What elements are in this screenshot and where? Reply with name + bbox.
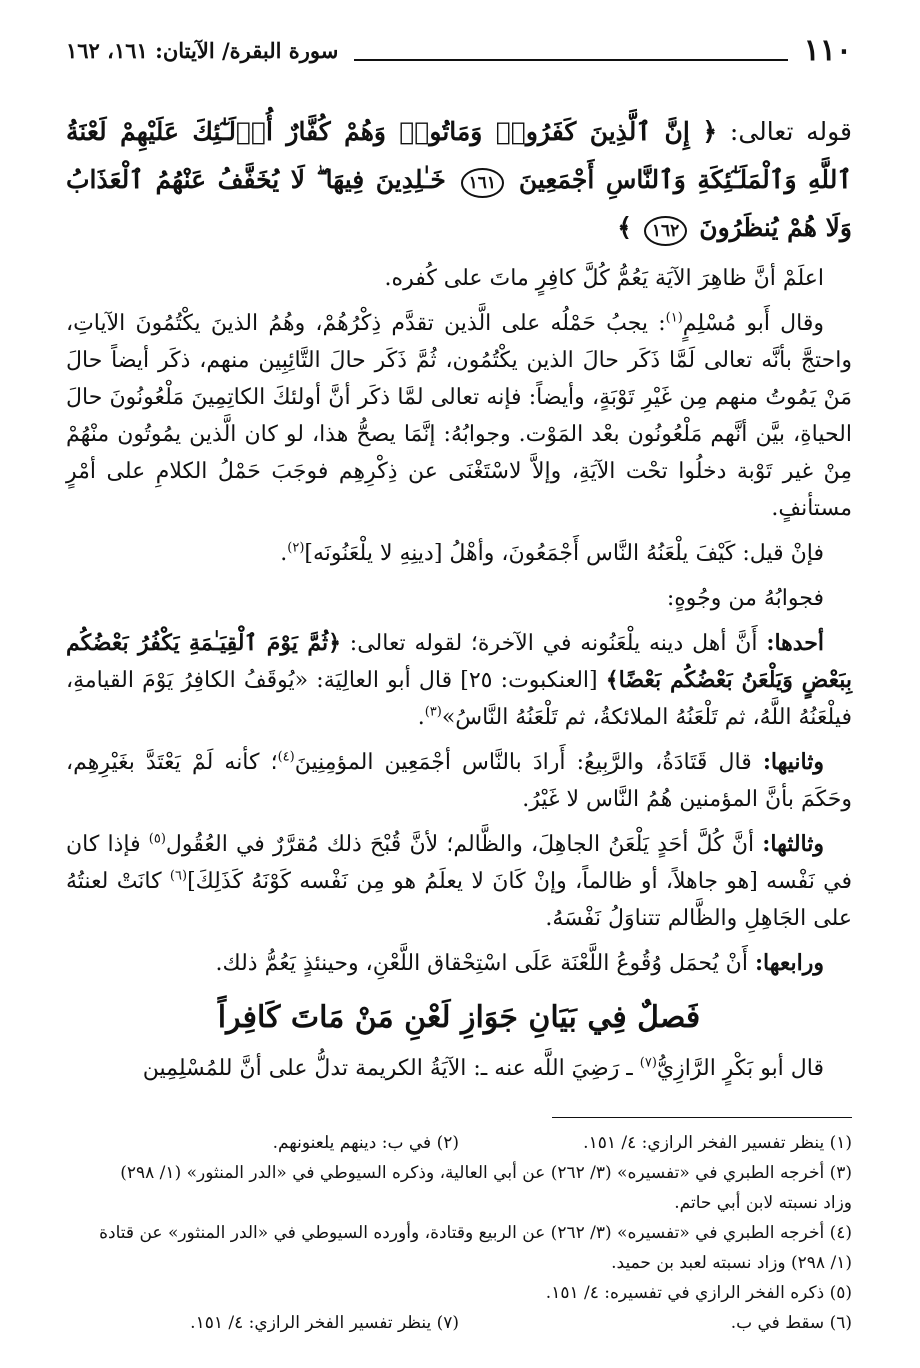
ayah-number-161: ١٦١: [461, 168, 504, 198]
paragraph-5-text-b: [العنكبوت: ٢٥] قال أبو العالِيَة: «يُوقَفُ الكافِرُ يَوْمَ القيامةِ، فيلْعَنُهُ اللَّهُ، ثم تَلْعَنُهُ الملائكةُ، ثم تَلْعَنُهُ النَّاسُ»: [66, 668, 852, 730]
section-heading: فَصلٌ فِي بَيَانِ جَوَازِ لَعْنِ مَنْ مَاتَ كَافِراً: [217, 1000, 701, 1035]
page-number: ١١٠: [803, 32, 852, 68]
paragraph-6: [66, 744, 852, 818]
paragraph-5-text-a: أَنَّ أهل دينه يلْعَنُونه في الآخرة؛ لقوله تعالى:: [341, 631, 767, 656]
paragraph-3-text-b: .: [280, 541, 288, 566]
footnotes: [66, 1128, 852, 1338]
footnote-ref-6: (٦): [169, 868, 188, 884]
footnote-ref-3: (٣): [424, 704, 442, 720]
footnote-row: [66, 1128, 852, 1158]
paragraph-9: [66, 1050, 852, 1087]
verse-text-162: خَـٰلِدِينَ فِيهَا ۖ لَا يُخَفَّفُ عَنْهُمُ ٱلْعَذَابُ وَلَا هُمْ يُنظَرُونَ: [66, 165, 852, 242]
footnote-3-line-2: وزاد نسبته لابن أبي حاتم.: [674, 1193, 852, 1213]
paragraph-4: فجوابُهُ من وجُوهٍ:: [666, 586, 824, 611]
paragraph-2-text-b: : يجبُ حَمْلُه على الَّذين تقدَّم ذِكْرُهُمْ، وهُمُ الذينَ يكْتُمُونَ الآياتِ، واحتجَّ بأنَّه تعالى لَمَّا ذَكَر حالَ الذين يكْتُمُون، ثُمَّ ذَكَر حالَ التَّائِبِين منهم، ذكَر أيضاً حالَ مَنْ يَمُوتُ منهم مِن غَيْرِ تَوْبَةٍ، وأيضاً: فإنه تعالى لمَّا ذكَر أنَّ أولئكَ الكاتِمِينَ مَلْعُونُونَ حالَ الحياةِ، بيَّن أنَّهم مَلْعُونُون بعْد المَوْت. وجوابُهُ: إنَّمَا يصحُّ هذا، لو كان الَّذين يمُوتُون منْهُمْ مِنْ غير تَوْبة دخلُوا تحْت الآيَةِ، وإلاَّ لاسْتَغْنَى عن ذِكْرِهِم فوجَبَ حَمْلُ الكلامِ على أمْرٍ مستأنفٍ.: [66, 311, 852, 521]
footnote-1: (١) ينظر تفسير الفخر الرازي: ٤/ ١٥١.: [583, 1133, 852, 1153]
footnote-4-line-2: (١/ ٢٩٨) وزاد نسبته لعبد بن حميد.: [611, 1253, 852, 1273]
paragraph-2: [66, 305, 852, 527]
running-title: سورة البقرة/ الآيتان: ١٦١، ١٦٢: [66, 37, 339, 63]
paragraph-1: اعلَمْ أنَّ ظاهِرَ الآيَة يَعُمُّ كُلَّ كافِرٍ ماتَ على كُفره.: [384, 266, 824, 291]
label-third: وثالثها:: [762, 831, 825, 857]
footnote-ref-1: (١): [665, 310, 683, 326]
footnote-ref-7: (٧): [639, 1055, 657, 1071]
paragraph-7: [66, 826, 852, 937]
verse-block: [66, 108, 852, 252]
page: [66, 28, 852, 1338]
header-rule: [354, 39, 787, 61]
paragraph-9-text-a: قال أبو بَكْرٍ الرَّازِيُّ: [656, 1056, 824, 1081]
paragraph-5-text-c: .: [417, 705, 425, 730]
label-first: أحدها:: [766, 630, 825, 656]
paragraph-7-text-c: كانَتْ لعنتُهُ على الجَاهِلِ والظَّالم تتناوَلُ نَفْسَهُ.: [66, 869, 852, 931]
paragraph-6-text-a: قال قَتَادَةُ، والرَّبِيعُ: أَرادَ بالنَّاس أجْمَعِين المؤمِنِينَ: [294, 750, 763, 775]
verse-close-ornament: ﴾: [617, 213, 632, 242]
footnote-2: (٢) في ب: دينهم يلعنونهم.: [272, 1133, 459, 1153]
footnote-ref-5: (٥): [148, 831, 166, 847]
paragraph-3-text-a: فإنْ قيل: كَيْفَ يلْعَنُهُ النَّاس أَجْمَعُونَ، وأهْلُ [دينِهِ لا يلْعَنُونَه]: [304, 541, 824, 566]
verse-intro: قوله تعالى:: [729, 117, 852, 146]
footnote-separator: [552, 1117, 852, 1118]
paragraph-7-text-a: أنَّ كُلَّ أحَدٍ يَلْعَنُ الجاهِلَ، والظَّالم؛ لأنَّ قُبْحَ ذلك مُقرَّرٌ في العُقُول: [165, 832, 763, 857]
paragraph-2-text-a: وقال أَبو مُسْلِمٍ: [682, 311, 825, 336]
paragraph-8: [66, 945, 852, 982]
footnote-ref-4: (٤): [277, 749, 295, 765]
footnote-3-line-1: (٣) أخرجه الطبري في «تفسيره» (٣/ ٢٦٢) عن أبي العالية، وذكره السيوطي في «الدر المنثور» (١/ ٢٩٨): [120, 1163, 852, 1183]
quran-quote-ankabut: ﴿ثُمَّ يَوْمَ ٱلْقِيَـٰمَةِ يَكْفُرُ بَعْضُكُم بِبَعْضٍ وَيَلْعَنُ بَعْضُكُم بَعْضًا﴾: [66, 630, 852, 693]
footnote-ref-2: (٢): [287, 540, 305, 556]
paragraph-5: [66, 625, 852, 736]
paragraph-9-text-b: ـ رَضِيَ اللَّه عنه ـ: الآيَةُ الكريمة تدلُّ على أنَّ للمُسْلِمِين: [142, 1056, 640, 1081]
label-second: وثانيها:: [762, 749, 824, 775]
page-header: [66, 28, 852, 72]
verse-text-161: إِنَّ ٱلَّذِينَ كَفَرُوا۟ وَمَاتُوا۟ وَهُمْ كُفَّارٌ أُو۟لَـٰٓئِكَ عَلَيْهِمْ لَعْنَةُ ٱللَّهِ وَٱلْمَلَـٰٓئِكَةِ وَٱلنَّاسِ أَجْمَعِينَ: [66, 117, 852, 194]
verse-open-ornament: ﴿: [702, 117, 718, 146]
paragraph-7-text-b: فإذا كان في نَفْسه [هو جاهلاً، أو ظالماً، وإنْ كَانَ لا يعلَمُ هو مِن نَفْسه كَوْنَهُ كَذَلِكَ]: [66, 832, 853, 894]
footnote-7: (٧) ينظر تفسير الفخر الرازي: ٤/ ١٥١.: [190, 1313, 459, 1333]
paragraph-3: [66, 535, 852, 572]
footnote-4-line-1: (٤) أخرجه الطبري في «تفسيره» (٣/ ٢٦٢) عن الربيع وقتادة، وأورده السيوطي في «الدر المنثور» عن قتادة: [99, 1223, 852, 1243]
paragraph-6-text-b: ؛ كأنه لَمْ يَعْتَدَّ بغَيْرِهِم، وحَكَمَ بأنَّ المؤمنين هُمُ النَّاس لا غَيْرُ.: [66, 750, 852, 812]
paragraph-8-text-a: أَنْ يُحمَل وُقُوعُ اللَّعْنَة عَلَى اسْتِحْقاق اللَّعْنِ، وحينئذٍ يَعُمُّ ذلك.: [215, 951, 755, 976]
footnote-row: [66, 1308, 852, 1338]
footnote-5: (٥) ذكره الفخر الرازي في تفسيره: ٤/ ١٥١.: [545, 1283, 852, 1303]
footnote-6: (٦) سقط في ب.: [730, 1313, 852, 1333]
label-fourth: ورابعها:: [754, 950, 824, 976]
ayah-number-162: ١٦٢: [644, 216, 687, 246]
